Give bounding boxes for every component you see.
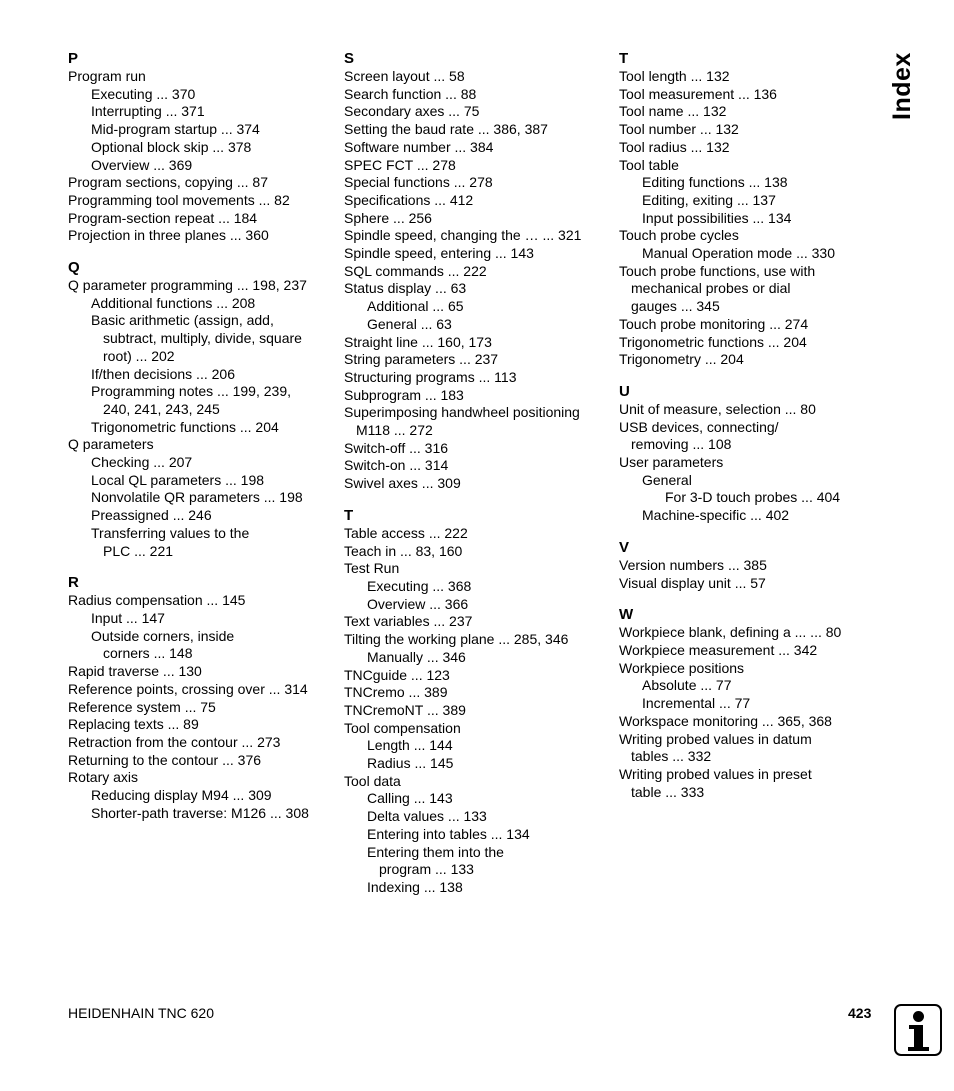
index-subentry: Overview ... 369	[91, 156, 193, 173]
index-subentry: Absolute ... 77	[642, 677, 732, 694]
index-subentry: Radius ... 145	[367, 755, 454, 772]
index-entry: Search function ... 88	[344, 85, 477, 102]
index-subentry: Entering them into the program ... 133	[367, 843, 504, 878]
index-entry: Switch-on ... 314	[344, 457, 449, 474]
index-subentry: Mid-program startup ... 374	[91, 121, 260, 138]
index-entry: Table access ... 222	[344, 524, 468, 541]
index-entry: Trigonometry ... 204	[619, 351, 744, 368]
index-subentry: Calling ... 143	[367, 790, 453, 807]
section-letter: U	[619, 382, 630, 400]
index-subentry: For 3-D touch probes ... 404	[665, 489, 841, 506]
index-entry: Text variables ... 237	[344, 613, 473, 630]
section-letter: T	[619, 50, 629, 67]
index-entry: Screen layout ... 58	[344, 68, 465, 84]
index-subentry: Outside corners, inside corners ... 148	[91, 627, 235, 662]
index-entry: SPEC FCT ... 278	[344, 156, 456, 173]
index-entry: Special functions ... 278	[344, 174, 493, 191]
index-subentry: Shorter-path traverse: M126 ... 308	[91, 804, 309, 821]
index-entry: Superimposing handwheel positioning M118 ... 272	[344, 404, 580, 439]
index-entry: Spindle speed, entering ... 143	[344, 245, 534, 262]
index-entry: Rotary axis	[68, 769, 139, 786]
index-entry: Teach in ... 83, 160	[344, 542, 463, 559]
index-entry: Radius compensation ... 145	[68, 592, 246, 609]
index-entry: Tool name ... 132	[619, 103, 727, 120]
index-entry: SQL commands ... 222	[344, 262, 487, 279]
index-subentry: Additional functions ... 208	[91, 294, 256, 311]
index-subentry: Reducing display M94 ... 309	[91, 787, 272, 804]
index-subentry: General ... 63	[367, 315, 452, 332]
index-subentry: Input ... 147	[91, 609, 165, 626]
index-subentry: Preassigned ... 246	[91, 507, 212, 524]
index-entry: USB devices, connecting/ removing ... 108	[619, 418, 779, 453]
index-subentry: Transferring values to the PLC ... 221	[91, 524, 250, 559]
index-entry: Returning to the contour ... 376	[68, 751, 262, 768]
index-entry: Status display ... 63	[344, 280, 467, 297]
index-subentry: Editing functions ... 138	[642, 174, 788, 191]
section-letter: Q	[68, 259, 80, 277]
index-entry: Subprogram ... 183	[344, 386, 464, 403]
section-letter: S	[344, 50, 355, 67]
index-column-2	[344, 50, 606, 911]
index-subentry: Checking ... 207	[91, 454, 193, 471]
index-entry: Programming tool movements ... 82	[68, 191, 290, 208]
index-section-u	[619, 383, 881, 525]
index-column-3	[619, 50, 881, 815]
page-number: 423	[848, 1005, 872, 1021]
index-section-v	[619, 539, 881, 592]
index-entry: Tool table	[619, 156, 679, 173]
index-entry: Tool data	[344, 772, 401, 789]
index-subentry: Manually ... 346	[367, 648, 466, 665]
index-entry: Workpiece measurement ... 342	[619, 641, 818, 658]
index-entry: Writing probed values in datum tables ... 332	[619, 730, 812, 765]
index-entry: Software number ... 384	[344, 138, 494, 155]
index-entry: Tilting the working plane ... 285, 346	[344, 631, 569, 648]
index-entry: Program-section repeat ... 184	[68, 209, 258, 226]
index-entry: Retraction from the contour ... 273	[68, 733, 281, 750]
index-entry: Projection in three planes ... 360	[68, 227, 269, 244]
index-entry: Q parameters	[68, 436, 154, 453]
index-entry: Trigonometric functions ... 204	[619, 333, 807, 350]
index-column-1	[68, 50, 330, 836]
index-subentry: Overview ... 366	[367, 595, 469, 612]
index-section-t	[619, 50, 881, 369]
index-subentry: Interrupting ... 371	[91, 103, 205, 120]
index-entry: TNCguide ... 123	[344, 666, 450, 683]
index-subentry: Delta values ... 133	[367, 808, 487, 825]
index-entry: Replacing texts ... 89	[68, 716, 199, 733]
index-entry: Setting the baud rate ... 386, 387	[344, 121, 548, 138]
index-subentry: Additional ... 65	[367, 298, 464, 315]
index-subentry: Machine-specific ... 402	[642, 507, 790, 524]
section-letter: V	[619, 538, 630, 556]
index-subentry: If/then decisions ... 206	[91, 365, 235, 382]
index-subentry: Nonvolatile QR parameters ... 198	[91, 489, 303, 506]
index-entry: Switch-off ... 316	[344, 439, 449, 456]
info-icon	[894, 1004, 942, 1056]
index-entry: Secondary axes ... 75	[344, 103, 480, 120]
index-entry: Workpiece positions	[619, 659, 745, 676]
index-entry: Swivel axes ... 309	[344, 475, 461, 492]
index-entry: Writing probed values in preset table ... 333	[619, 765, 812, 800]
index-entry: TNCremoNT ... 389	[344, 701, 466, 718]
index-entry: Q parameter programming ... 198, 237	[68, 277, 307, 294]
index-subentry: Basic arithmetic (assign, add, subtract, multiply, divide, square root) ... 202	[91, 312, 302, 364]
index-entry: Straight line ... 160, 173	[344, 333, 492, 350]
index-subentry: Indexing ... 138	[367, 878, 463, 895]
index-entry: Test Run	[344, 560, 400, 577]
index-entry: Touch probe functions, use with mechanical probes or dial gauges ... 345	[619, 262, 816, 315]
index-entry: Structuring programs ... 113	[344, 368, 517, 385]
index-entry: Sphere ... 256	[344, 209, 432, 226]
index-subentry: Length ... 144	[367, 737, 453, 754]
index-entry: Program sections, copying ... 87	[68, 174, 268, 191]
index-entry: Program run	[68, 68, 146, 84]
index-entry: Specifications ... 412	[344, 191, 474, 208]
index-subentry: Input possibilities ... 134	[642, 209, 792, 226]
index-section-w	[619, 606, 881, 801]
index-entry: Unit of measure, selection ... 80	[619, 400, 816, 417]
index-entry: User parameters	[619, 454, 724, 471]
index-entry: Touch probe monitoring ... 274	[619, 315, 809, 332]
index-entry: TNCremo ... 389	[344, 684, 448, 701]
footer-brand: HEIDENHAIN TNC 620	[68, 1005, 215, 1021]
index-entry: Tool measurement ... 136	[619, 85, 777, 102]
section-letter: T	[344, 506, 354, 524]
index-entry: Visual display unit ... 57	[619, 574, 766, 591]
index-subentry: General	[642, 471, 692, 488]
index-section-p	[68, 50, 330, 245]
index-entry: Version numbers ... 385	[619, 556, 767, 573]
index-entry: Touch probe cycles	[619, 227, 739, 244]
index-subentry: Incremental ... 77	[642, 695, 751, 712]
index-entry: Reference system ... 75	[68, 698, 216, 715]
index-subentry: Editing, exiting ... 137	[642, 191, 776, 208]
index-entry: Tool length ... 132	[619, 68, 730, 84]
index-section-r	[68, 574, 330, 822]
index-entry: Workpiece blank, defining a ... ... 80	[619, 624, 842, 641]
index-entry: Tool compensation	[344, 719, 461, 736]
index-section-t	[344, 507, 606, 897]
section-letter: P	[68, 50, 79, 67]
index-section-s	[344, 50, 606, 493]
index-entry: Workspace monitoring ... 365, 368	[619, 712, 832, 729]
index-subentry: Programming notes ... 199, 239, 240, 241, 243, 245	[91, 383, 291, 417]
index-subentry: Local QL parameters ... 198	[91, 471, 265, 488]
index-subentry: Executing ... 368	[367, 577, 472, 594]
index-entry: Tool radius ... 132	[619, 138, 730, 155]
index-entry: String parameters ... 237	[344, 351, 499, 368]
index-subentry: Manual Operation mode ... 330	[642, 245, 836, 262]
index-section-q	[68, 259, 330, 560]
index-subentry: Entering into tables ... 134	[367, 825, 530, 842]
index-subentry: Trigonometric functions ... 204	[91, 418, 279, 435]
index-entry: Tool number ... 132	[619, 121, 739, 138]
index-subentry: Optional block skip ... 378	[91, 138, 252, 155]
index-entry: Reference points, crossing over ... 314	[68, 680, 308, 697]
index-entry: Spindle speed, changing the … ... 321	[344, 227, 582, 244]
section-letter: W	[619, 606, 634, 624]
side-title: Index	[888, 52, 916, 120]
index-subentry: Executing ... 370	[91, 85, 196, 102]
section-letter: R	[68, 574, 79, 592]
index-entry: Rapid traverse ... 130	[68, 663, 202, 680]
